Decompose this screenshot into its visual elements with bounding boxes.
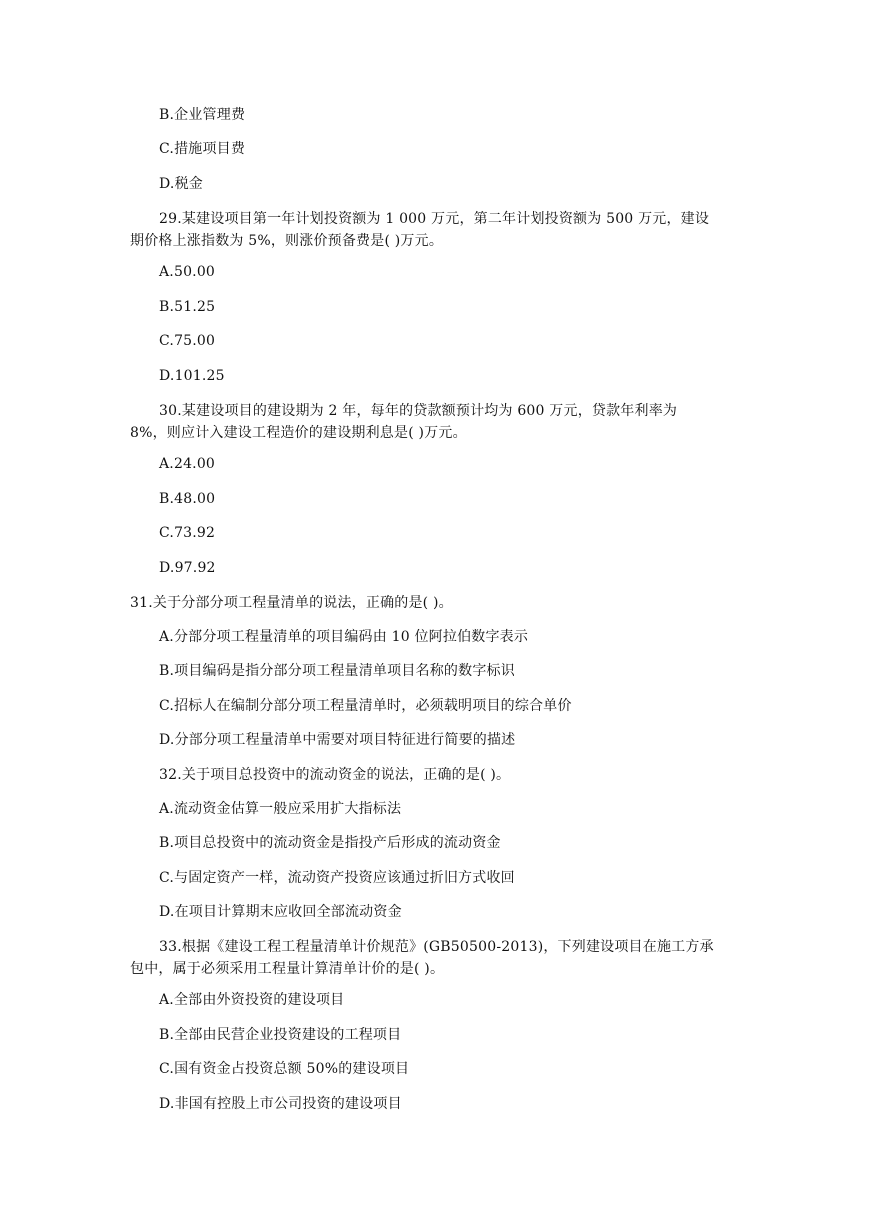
question-33-stem-line2: 包中，属于必须采用工程量计算清单计价的是( )。 xyxy=(130,961,445,977)
option-33-c: C.国有资金占投资总额 50%的建设项目 xyxy=(159,1061,410,1077)
option-28-c: C.措施项目费 xyxy=(159,141,246,157)
option-33-a: A.全部由外资投资的建设项目 xyxy=(159,992,345,1008)
question-29-stem-line1: 29.某建设项目第一年计划投资额为 1 000 万元，第二年计划投资额为 500 万元，建设 xyxy=(159,211,710,227)
option-30-c: C.73.92 xyxy=(159,525,216,541)
option-31-d: D.分部分项工程量清单中需要对项目特征进行简要的描述 xyxy=(159,732,516,748)
option-31-a: A.分部分项工程量清单的项目编码由 10 位阿拉伯数字表示 xyxy=(159,629,529,645)
question-31-stem: 31.关于分部分项工程量清单的说法，正确的是( )。 xyxy=(130,595,453,611)
option-33-b: B.全部由民营企业投资建设的工程项目 xyxy=(159,1027,402,1043)
option-32-d: D.在项目计算期末应收回全部流动资金 xyxy=(159,904,402,920)
option-29-b: B.51.25 xyxy=(159,299,216,315)
option-28-b: B.企业管理费 xyxy=(159,107,246,123)
question-29-stem-line2: 期价格上涨指数为 5%，则涨价预备费是( )万元。 xyxy=(130,233,444,249)
option-32-b: B.项目总投资中的流动资金是指投产后形成的流动资金 xyxy=(159,835,501,851)
option-29-c: C.75.00 xyxy=(159,333,216,349)
option-31-b: B.项目编码是指分部分项工程量清单项目名称的数字标识 xyxy=(159,663,515,679)
option-33-d: D.非国有控股上市公司投资的建设项目 xyxy=(159,1096,402,1112)
option-28-d: D.税金 xyxy=(159,176,203,192)
question-30-stem-line2: 8%，则应计入建设工程造价的建设期利息是( )万元。 xyxy=(130,425,467,441)
option-30-a: A.24.00 xyxy=(159,456,216,472)
option-29-d: D.101.25 xyxy=(159,368,225,384)
question-33-stem-line1: 33.根据《建设工程工程量清单计价规范》(GB50500-2013)，下列建设项目在施工方承 xyxy=(159,939,714,955)
option-32-c: C.与固定资产一样，流动资产投资应该通过折旧方式收回 xyxy=(159,870,515,886)
question-30-stem-line1: 30.某建设项目的建设期为 2 年，每年的贷款额预计均为 600 万元，贷款年利率为 xyxy=(159,403,678,419)
question-32-stem: 32.关于项目总投资中的流动资金的说法，正确的是( )。 xyxy=(159,767,511,783)
option-32-a: A.流动资金估算一般应采用扩大指标法 xyxy=(159,801,402,817)
option-30-d: D.97.92 xyxy=(159,560,216,576)
option-30-b: B.48.00 xyxy=(159,491,216,507)
option-29-a: A.50.00 xyxy=(159,264,216,280)
option-31-c: C.招标人在编制分部分项工程量清单时，必须载明项目的综合单价 xyxy=(159,698,572,714)
